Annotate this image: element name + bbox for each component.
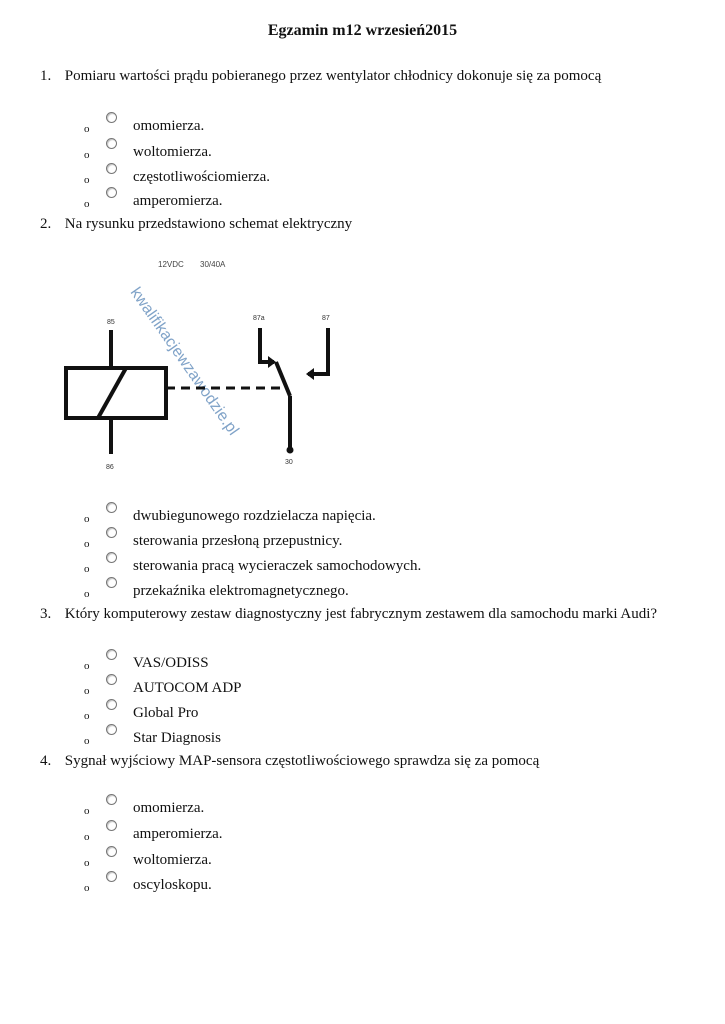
option-label: Star Diagnosis [133, 730, 221, 746]
bullet-icon: o [84, 149, 90, 161]
question-number: 4. [40, 753, 52, 769]
option-label: sterowania przesłoną przepustnicy. [133, 533, 343, 549]
bullet-icon: o [84, 710, 90, 722]
radio-button[interactable] [106, 724, 117, 735]
bullet-icon: o [84, 588, 90, 600]
question-text: Sygnał wyjściowy MAP-sensora częstotliwościowego sprawdza się za pomocą [64, 753, 540, 769]
option-label: częstotliwościomierza. [133, 169, 271, 185]
option-label: sterowania pracą wycieraczek samochodowych. [133, 558, 422, 574]
current-label: 30/40A [200, 260, 226, 269]
option-label: woltomierza. [133, 852, 212, 868]
voltage-label: 12VDC [158, 260, 184, 269]
bullet-icon: o [84, 831, 90, 843]
coil-diagonal [98, 368, 126, 418]
question-1 [40, 68, 705, 85]
radio-button[interactable] [106, 699, 117, 710]
radio-button[interactable] [106, 552, 117, 563]
contact-87a-arrow [268, 356, 276, 368]
switch-blade [276, 362, 290, 396]
radio-button[interactable] [106, 846, 117, 857]
radio-button[interactable] [106, 674, 117, 685]
bullet-icon: o [84, 513, 90, 525]
relay-coil [66, 368, 166, 418]
radio-button[interactable] [106, 649, 117, 660]
question-2 [40, 216, 705, 233]
radio-button[interactable] [106, 871, 117, 882]
pin-85-label: 85 [107, 319, 115, 326]
option-label: VAS/ODISS [133, 655, 209, 671]
question-4 [40, 753, 705, 770]
radio-button[interactable] [106, 187, 117, 198]
option-label: amperomierza. [133, 193, 223, 209]
radio-button[interactable] [106, 527, 117, 538]
option-label: dwubiegunowego rozdzielacza napięcia. [133, 508, 376, 524]
relay-schematic [52, 250, 352, 480]
bullet-icon: o [84, 174, 90, 186]
option-label: przekaźnika elektromagnetycznego. [133, 583, 349, 599]
watermark: kwalifikacjewzawodzie.pl [126, 284, 242, 439]
radio-button[interactable] [106, 794, 117, 805]
bullet-icon: o [84, 123, 90, 135]
question-number: 2. [40, 216, 52, 232]
pin-87a-label: 87a [253, 315, 265, 322]
bullet-icon: o [84, 857, 90, 869]
document-title: Egzamin m12 wrzesień2015 [267, 22, 458, 39]
option-label: AUTOCOM ADP [133, 680, 242, 696]
question-text: Który komputerowy zestaw diagnostyczny jest fabrycznym zestawem dla samochodu marki Audi? [64, 606, 658, 622]
bullet-icon: o [84, 198, 90, 210]
radio-button[interactable] [106, 820, 117, 831]
radio-button[interactable] [106, 163, 117, 174]
question-text: Pomiaru wartości prądu pobieranego przez wentylator chłodnicy dokonuje się za pomocą [64, 68, 602, 84]
question-number: 1. [40, 68, 52, 84]
wire-87 [308, 328, 328, 374]
pin-86-label: 86 [106, 464, 114, 471]
bullet-icon: o [84, 563, 90, 575]
bullet-icon: o [84, 805, 90, 817]
question-3 [40, 606, 705, 623]
radio-button[interactable] [106, 577, 117, 588]
wire-87a [260, 328, 274, 362]
bullet-icon: o [84, 660, 90, 672]
contact-87-arrow [306, 368, 314, 380]
pin-87-label: 87 [322, 315, 330, 322]
radio-button[interactable] [106, 112, 117, 123]
radio-button[interactable] [106, 502, 117, 513]
radio-button[interactable] [106, 138, 117, 149]
option-label: woltomierza. [133, 144, 212, 160]
question-number: 3. [40, 606, 52, 622]
option-label: omomierza. [133, 800, 205, 816]
bullet-icon: o [84, 735, 90, 747]
bullet-icon: o [84, 882, 90, 894]
option-label: omomierza. [133, 118, 205, 134]
pin-30-label: 30 [285, 459, 293, 466]
bullet-icon: o [84, 538, 90, 550]
question-text: Na rysunku przedstawiono schemat elektryczny [64, 216, 353, 232]
option-label: oscyloskopu. [133, 877, 212, 893]
bullet-icon: o [84, 685, 90, 697]
option-label: Global Pro [133, 705, 199, 721]
terminal-30-dot [287, 447, 294, 454]
option-label: amperomierza. [133, 826, 223, 842]
